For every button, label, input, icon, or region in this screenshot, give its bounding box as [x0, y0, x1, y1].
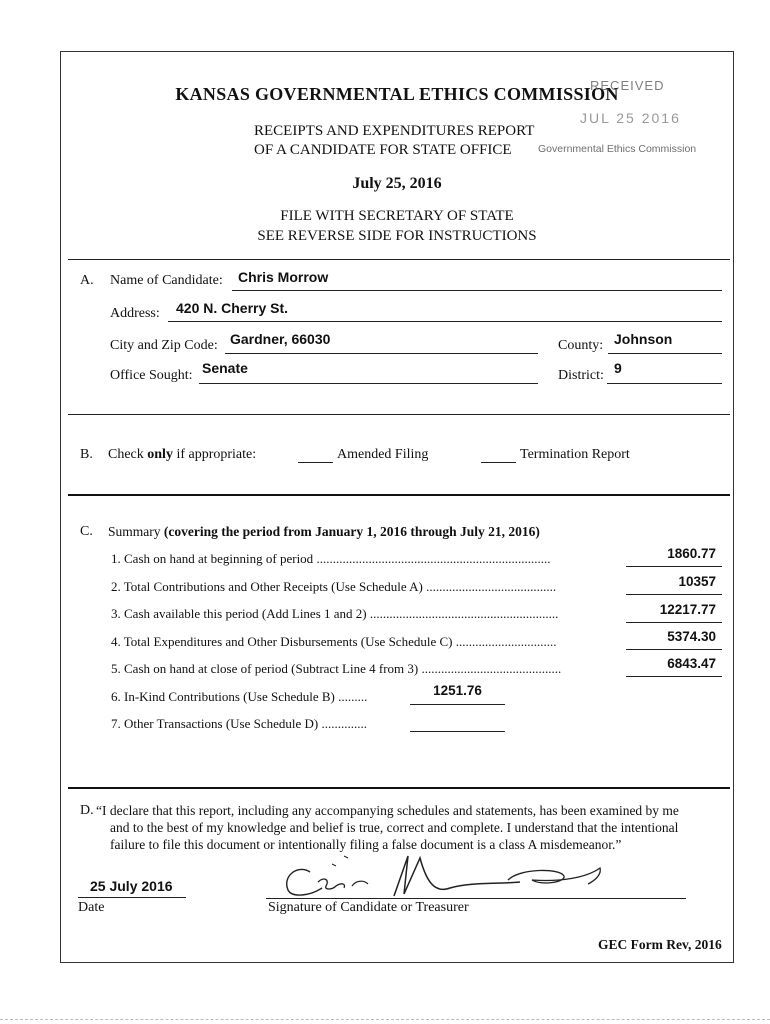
address-line — [168, 321, 722, 322]
check-label-post: if appropriate: — [176, 447, 257, 462]
city-zip-value: Gardner, 66030 — [230, 331, 331, 347]
amended-filing-label: Amended Filing — [337, 447, 429, 462]
check-label-bold: only — [147, 447, 173, 462]
divider-b — [68, 414, 730, 415]
see-reverse-instruction: SEE REVERSE SIDE FOR INSTRUCTIONS — [257, 228, 537, 244]
divider-a — [68, 259, 730, 260]
declaration-line-3: failure to file this document or intentionally filing a false document is a class A misdemeanor.” — [110, 837, 622, 852]
stamp-agency: Governmental Ethics Commission — [538, 143, 697, 155]
section-a-letter: A. — [80, 273, 94, 288]
summary-heading — [108, 524, 540, 540]
summary-value-5: 6843.47 — [667, 656, 716, 671]
district-value: 9 — [614, 360, 622, 376]
county-line — [608, 353, 722, 354]
page-edge — [0, 1019, 770, 1020]
file-with-instruction: FILE WITH SECRETARY OF STATE — [280, 208, 514, 224]
declaration-line-2: and to the best of my knowledge and belief is true, correct and complete. I understand that the intentional — [110, 820, 679, 835]
received-stamp: RECEIVED — [590, 78, 665, 93]
section-b-letter: B. — [80, 447, 93, 462]
signature-line — [266, 898, 686, 899]
summary-period: (covering the period from January 1, 2016 through July 21, 2016) — [163, 524, 540, 539]
summary-line-4-rule — [626, 649, 722, 650]
declaration-line-1: “I declare that this report, including any accompanying schedules and statements, has been examined by me — [96, 803, 679, 818]
summary-value-4: 5374.30 — [667, 629, 716, 644]
summary-line-2: 2. Total Contributions and Other Receipts (Use Schedule A) ........................................ — [111, 579, 557, 594]
date-label: Date — [78, 900, 105, 915]
summary-line-4: 4. Total Expenditures and Other Disbursements (Use Schedule C) ............................... — [111, 634, 557, 649]
summary-line-5-rule — [626, 676, 722, 677]
candidate-name-value: Chris Morrow — [238, 269, 329, 285]
district-line — [607, 383, 722, 384]
candidate-name-label: Name of Candidate: — [110, 273, 223, 288]
summary-value-1: 1860.77 — [667, 546, 716, 561]
signature-label: Signature of Candidate or Treasurer — [268, 900, 469, 915]
signature-scrawl — [270, 850, 620, 902]
office-sought-line — [199, 383, 538, 384]
signature-date-value: 25 July 2016 — [90, 878, 173, 894]
termination-report-checkbox[interactable] — [481, 462, 516, 463]
inkind-value: 1251.76 — [433, 683, 482, 698]
divider-c — [68, 494, 730, 496]
summary-label: Summary — [108, 524, 161, 539]
candidate-name-line — [232, 290, 722, 291]
section-d-letter: D. — [80, 803, 94, 818]
address-label: Address: — [110, 306, 160, 321]
divider-d — [68, 787, 730, 789]
form-revision: GEC Form Rev, 2016 — [598, 937, 722, 952]
summary-line-6: 6. In-Kind Contributions (Use Schedule B) ......... — [111, 689, 368, 704]
inkind-line — [410, 704, 505, 705]
report-title-line2: OF A CANDIDATE FOR STATE OFFICE — [254, 142, 512, 158]
city-zip-label: City and Zip Code: — [110, 338, 218, 353]
section-c-letter: C. — [80, 524, 93, 539]
report-date: July 25, 2016 — [352, 175, 442, 192]
district-label: District: — [558, 368, 604, 383]
city-zip-line — [225, 353, 538, 354]
report-title-line1: RECEIPTS AND EXPENDITURES REPORT — [254, 123, 535, 139]
summary-value-2: 10357 — [678, 574, 716, 589]
county-value: Johnson — [614, 331, 673, 347]
commission-title: KANSAS GOVERNMENTAL ETHICS COMMISSION — [175, 84, 619, 104]
summary-line-2-rule — [626, 594, 722, 595]
address-value: 420 N. Cherry St. — [176, 300, 289, 316]
other-transactions-line — [410, 731, 505, 732]
summary-line-1-rule — [626, 566, 722, 567]
summary-line-3-rule — [626, 622, 722, 623]
summary-line-7: 7. Other Transactions (Use Schedule D) .............. — [111, 716, 367, 731]
stamp-date: JUL 25 2016 — [580, 110, 681, 126]
check-instruction — [108, 447, 256, 463]
date-line — [78, 897, 186, 898]
summary-value-3: 12217.77 — [659, 602, 716, 617]
summary-line-3: 3. Cash available this period (Add Lines 1 and 2) .......................................................... — [111, 606, 559, 621]
office-sought-value: Senate — [202, 360, 248, 376]
amended-filing-checkbox[interactable] — [298, 462, 333, 463]
office-sought-label: Office Sought: — [110, 368, 193, 383]
termination-report-label: Termination Report — [520, 447, 630, 462]
summary-line-1: 1. Cash on hand at beginning of period ........................................................................ — [111, 551, 551, 566]
county-label: County: — [558, 338, 604, 353]
summary-line-5: 5. Cash on hand at close of period (Subtract Line 4 from 3) ........................................... — [111, 661, 562, 676]
check-label-pre: Check — [108, 447, 144, 462]
